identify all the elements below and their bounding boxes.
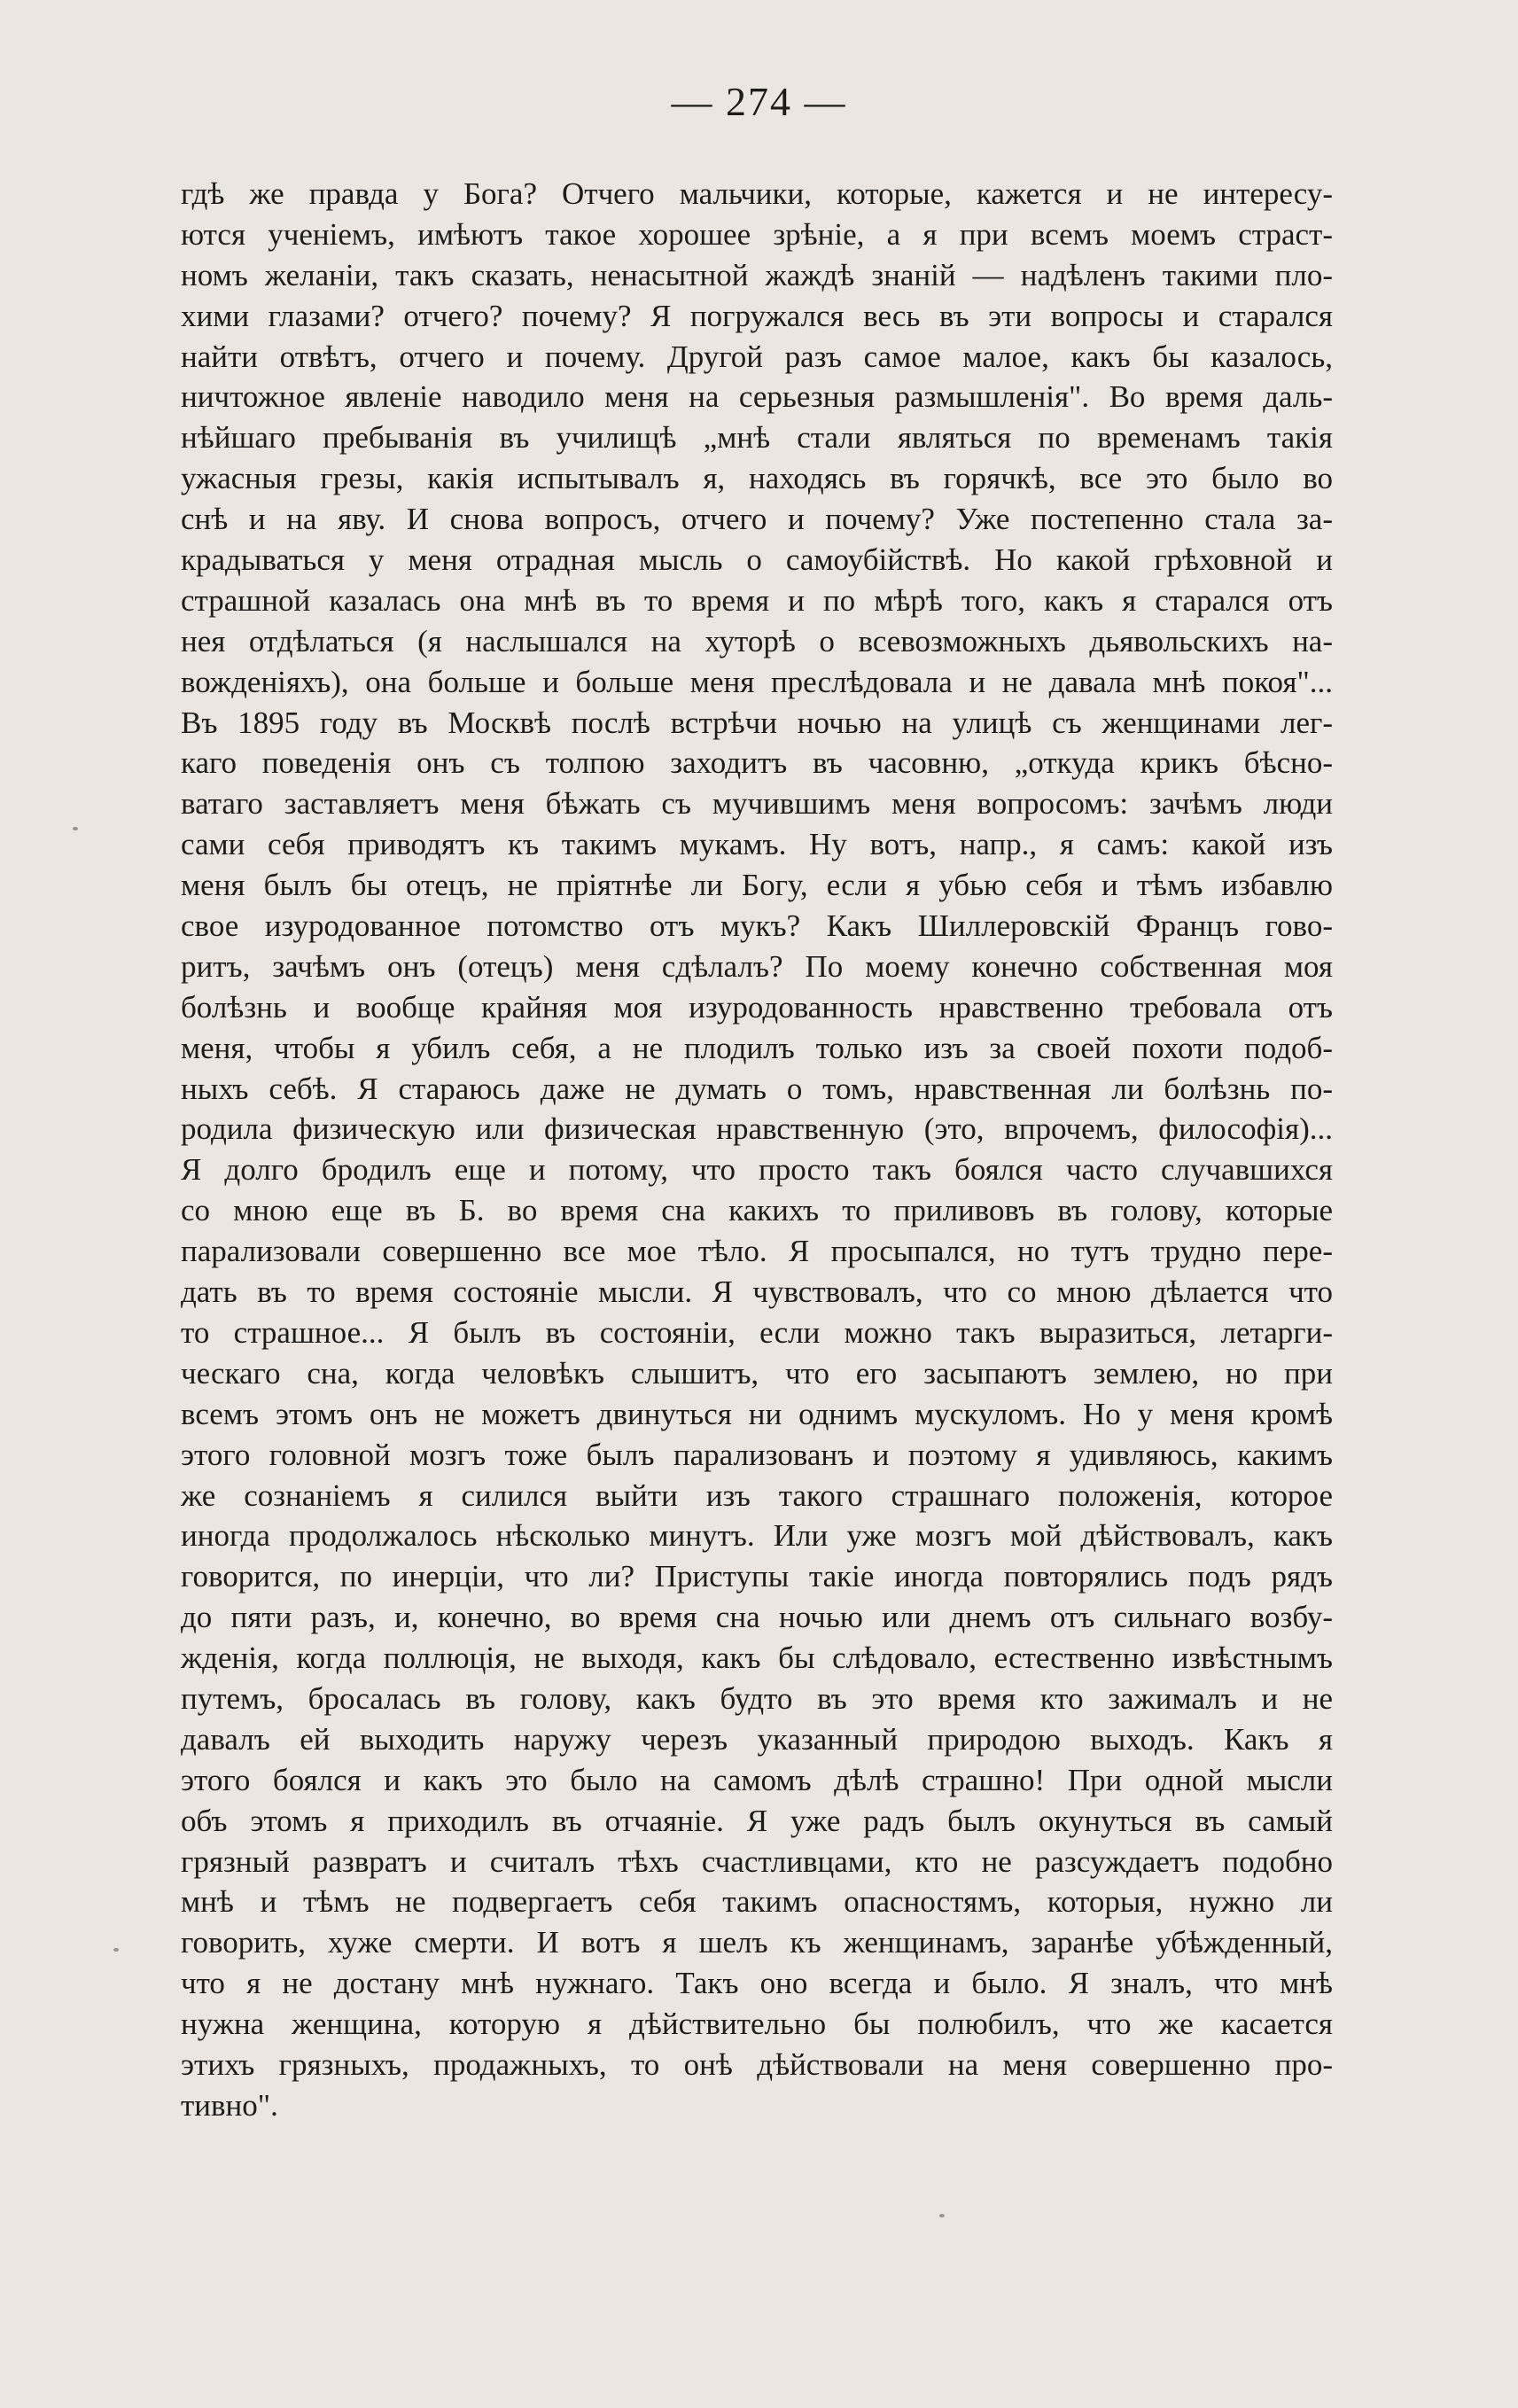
text-line: до пяти разъ, и, конечно, во время сна ночью или днемъ отъ сильнаго возбу- xyxy=(181,1600,1333,1635)
text-line: ются ученіемъ, имѣютъ такое хорошее зрѣніе, а я при всемъ моемъ страст- xyxy=(181,216,1333,252)
text-line: этого головной мозгъ тоже былъ парализованъ и поэтому я удивляюсь, какимъ xyxy=(181,1437,1333,1472)
text-line: дать въ то время состояніе мысли. Я чувствовалъ, что со мною дѣлается что xyxy=(181,1274,1333,1310)
text-line: этого боялся и какъ это было на самомъ дѣлѣ страшно! При одной мысли xyxy=(181,1762,1333,1797)
text-line: страшной казалась она мнѣ въ то время и по мѣрѣ того, какъ я старался отъ xyxy=(181,582,1333,618)
text-line: Я долго бродилъ еще и потому, что просто такъ боялся часто случавшихся xyxy=(181,1152,1333,1188)
text-line: вожденіяхъ), она больше и больше меня преслѣдовала и не давала мнѣ покоя"... xyxy=(181,664,1333,699)
text-line: этихъ грязныхъ, продажныхъ, то онѣ дѣйствовали на меня совершенно про- xyxy=(181,2046,1333,2082)
text-line: жденія, когда поллюція, не выходя, какъ бы слѣдовало, естественно извѣстнымъ xyxy=(181,1640,1333,1676)
body-text xyxy=(181,174,1333,2126)
text-line: то страшное... Я былъ въ состояніи, если можно такъ выразиться, летарги- xyxy=(181,1314,1333,1350)
text-line: болѣзнь и вообще крайняя моя изуродованность нравственно требовала отъ xyxy=(181,989,1333,1025)
text-line: сами себя приводятъ къ такимъ мукамъ. Ну вотъ, напр., я самъ: какой изъ xyxy=(181,827,1333,862)
text-line: давалъ ей выходить наружу черезъ указанный природою выходъ. Какъ я xyxy=(181,1721,1333,1757)
text-line: родила физическую или физическая нравственную (это, впрочемъ, философія)... xyxy=(181,1111,1333,1147)
text-line: ужасныя грезы, какія испытывалъ я, находясь въ горячкѣ, все это было во xyxy=(181,461,1333,496)
text-line: нѣйшаго пребыванія въ училищѣ „мнѣ стали являться по временамъ такія xyxy=(181,420,1333,456)
text-line: мнѣ и тѣмъ не подвергаетъ себя такимъ опасностямъ, которыя, нужно ли xyxy=(181,1884,1333,1920)
text-line: всемъ этомъ онъ не можетъ двинуться ни однимъ мускуломъ. Но у меня кромѣ xyxy=(181,1396,1333,1431)
paper-speck xyxy=(113,1948,119,1952)
text-line: тивно". xyxy=(181,2087,278,2123)
paper-speck xyxy=(73,827,78,830)
text-line: ческаго сна, когда человѣкъ слышитъ, что его засыпаютъ землею, но при xyxy=(181,1355,1333,1391)
text-line: иногда продолжалось нѣсколько минутъ. Или уже мозгъ мой дѣйствовалъ, какъ xyxy=(181,1518,1333,1554)
text-line: говорится, по инерціи, что ли? Приступы такіе иногда повторялись подъ рядъ xyxy=(181,1559,1333,1594)
text-line: хими глазами? отчего? почему? Я погружался весь въ эти вопросы и старался xyxy=(181,298,1333,333)
text-line: ритъ, зачѣмъ онъ (отецъ) меня сдѣлалъ? По моему конечно собственная моя xyxy=(181,948,1333,984)
text-line: номъ желаніи, такъ сказать, ненасытной жаждѣ знаній — надѣленъ такими пло- xyxy=(181,257,1333,292)
text-line: говорить, хуже смерти. И вотъ я шелъ къ женщинамъ, заранѣе убѣжденный, xyxy=(181,1925,1333,1960)
text-line: грязный развратъ и считалъ тѣхъ счастливцами, кто не разсуждаетъ подобно xyxy=(181,1843,1333,1879)
text-line: свое изуродованное потомство отъ мукъ? Какъ Шиллеровскій Францъ гово- xyxy=(181,908,1333,944)
text-line: меня былъ бы отецъ, не пріятнѣе ли Богу, если я убью себя и тѣмъ избавлю xyxy=(181,868,1333,903)
text-line: со мною еще въ Б. во время сна какихъ то приливовъ въ голову, которые xyxy=(181,1193,1333,1228)
text-line: найти отвѣтъ, отчего и почему. Другой разъ самое малое, какъ бы казалось, xyxy=(181,339,1333,374)
text-line: путемъ, бросалась въ голову, какъ будто въ это время кто зажималъ и не xyxy=(181,1680,1333,1716)
text-line: парализовали совершенно все мое тѣло. Я просыпался, но тутъ трудно пере- xyxy=(181,1234,1333,1269)
text-line: нея отдѣлаться (я наслышался на хуторѣ о всевозможныхъ дьявольскихъ на- xyxy=(181,623,1333,658)
text-line: меня, чтобы я убилъ себя, а не плодилъ только изъ за своей похоти подоб- xyxy=(181,1030,1333,1065)
text-line: объ этомъ я приходилъ въ отчаяніе. Я уже радъ былъ окунуться въ самый xyxy=(181,1803,1333,1838)
text-line: ватаго заставляетъ меня бѣжать съ мучившимъ меня вопросомъ: зачѣмъ люди xyxy=(181,786,1333,822)
text-line: нужна женщина, которую я дѣйствительно бы полюбилъ, что же касается xyxy=(181,2007,1333,2042)
text-line: же сознаніемъ я силился выйти изъ такого страшнаго положенія, которое xyxy=(181,1477,1333,1513)
text-line: каго поведенія онъ съ толпою заходитъ въ часовню, „откуда крикъ бѣсно- xyxy=(181,745,1333,781)
text-line: гдѣ же правда у Бога? Отчего мальчики, которые, кажется и не интересу- xyxy=(181,176,1333,211)
text-line: ничтожное явленіе наводило меня на серьезныя размышленія". Во время даль- xyxy=(181,379,1333,415)
text-line: что я не достану мнѣ нужнаго. Такъ оно всегда и было. Я зналъ, что мнѣ xyxy=(181,1966,1333,2001)
paper-speck xyxy=(939,2214,945,2217)
text-line: снѣ и на яву. И снова вопросъ, отчего и почему? Уже постепенно стала за- xyxy=(181,502,1333,537)
page-number: — 274 — xyxy=(671,79,847,124)
text-line: ныхъ себѣ. Я стараюсь даже не думать о томъ, нравственная ли болѣзнь по- xyxy=(181,1071,1333,1106)
text-line: Въ 1895 году въ Москвѣ послѣ встрѣчи ночью на улицѣ съ женщинами лег- xyxy=(181,705,1333,740)
text-line: крадываться у меня отрадная мысль о самоубійствѣ. Но какой грѣховной и xyxy=(181,542,1333,578)
